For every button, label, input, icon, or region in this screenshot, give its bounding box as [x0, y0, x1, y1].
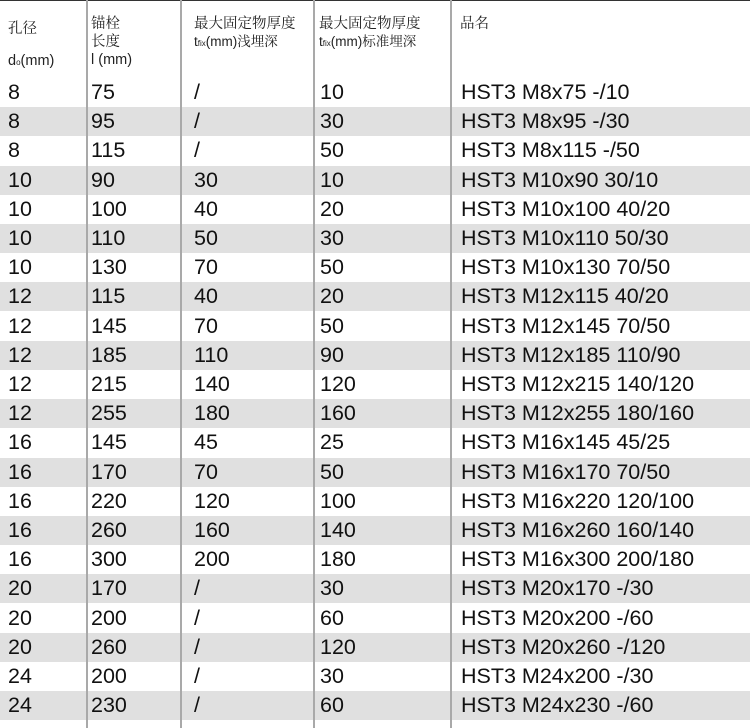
header-shallow-symbol: t	[194, 34, 198, 49]
header-product-name	[460, 0, 660, 75]
cell-product-name: HST3 M8x95 -/30	[461, 109, 630, 134]
header-anchor-line1: 锚栓	[91, 16, 120, 32]
cell-hole-diameter: 12	[8, 284, 32, 309]
table-row	[0, 662, 750, 691]
table-row	[0, 633, 750, 662]
cell-standard-thickness: 30	[320, 109, 344, 134]
table-row	[0, 487, 750, 516]
cell-anchor-length: 220	[91, 488, 127, 513]
header-standard-unit: (mm)标准埋深	[330, 34, 417, 49]
header-hole-symbol: d	[8, 53, 17, 69]
cell-hole-diameter: 12	[8, 342, 32, 367]
cell-shallow-thickness: /	[194, 138, 200, 163]
cell-product-name: HST3 M10x100 40/20	[461, 196, 671, 221]
cell-shallow-thickness: 40	[194, 196, 218, 221]
cell-anchor-length: 130	[91, 255, 127, 280]
cell-standard-thickness: 10	[320, 167, 344, 192]
cell-hole-diameter: 12	[8, 313, 32, 338]
cell-anchor-length: 260	[91, 634, 127, 659]
cell-shallow-thickness: /	[194, 109, 200, 134]
cell-standard-thickness: 25	[320, 430, 344, 455]
cell-shallow-thickness: 160	[194, 518, 230, 542]
cell-hole-diameter: 10	[8, 167, 32, 192]
cell-product-name: HST3 M10x130 70/50	[461, 255, 671, 280]
header-hole-unit: (mm)	[20, 53, 55, 69]
table-row	[0, 604, 750, 633]
table-row	[0, 574, 750, 603]
cell-shallow-thickness: /	[194, 576, 200, 601]
cell-shallow-thickness: 200	[194, 547, 230, 572]
cell-standard-thickness: 60	[320, 605, 344, 630]
cell-anchor-length: 170	[91, 576, 127, 601]
cell-anchor-length: 90	[91, 167, 115, 192]
cell-hole-diameter: 8	[8, 109, 20, 134]
cell-standard-thickness: 10	[320, 80, 344, 104]
cell-standard-thickness: 160	[320, 401, 356, 426]
cell-shallow-thickness: /	[194, 634, 200, 659]
header-shallow-line2	[194, 33, 312, 53]
header-hole-line2	[8, 52, 86, 72]
cell-anchor-length: 200	[91, 664, 127, 688]
cell-anchor-length: 230	[91, 693, 127, 718]
cell-product-name: HST3 M16x145 45/25	[461, 430, 671, 455]
cell-product-name: HST3 M8x75 -/10	[461, 80, 630, 104]
cell-standard-thickness: 100	[320, 488, 356, 513]
table-row	[0, 312, 750, 341]
header-standard-line1: 最大固定物厚度	[319, 16, 421, 32]
cell-hole-diameter: 10	[8, 196, 32, 221]
cell-shallow-thickness: 50	[194, 226, 218, 250]
cell-anchor-length: 200	[91, 605, 127, 630]
table-row	[0, 107, 750, 136]
cell-standard-thickness: 120	[320, 372, 356, 396]
cell-product-name: HST3 M20x170 -/30	[461, 576, 654, 601]
cell-hole-diameter: 16	[8, 459, 32, 484]
cell-product-name: HST3 M20x200 -/60	[461, 605, 654, 630]
header-anchor-length	[91, 0, 179, 75]
cell-shallow-thickness: 40	[194, 284, 218, 309]
cell-shallow-thickness: 70	[194, 459, 218, 484]
header-shallow-line1: 最大固定物厚度	[194, 16, 296, 32]
cell-product-name: HST3 M10x110 50/30	[461, 226, 669, 250]
table-row	[0, 195, 750, 224]
header-anchor-line2: 长度	[91, 34, 120, 50]
cell-product-name: HST3 M12x215 140/120	[461, 372, 695, 396]
cell-standard-thickness: 140	[320, 518, 356, 542]
cell-anchor-length: 215	[91, 372, 127, 396]
cell-hole-diameter: 10	[8, 226, 32, 250]
cell-product-name: HST3 M20x260 -/120	[461, 634, 666, 659]
column-separator	[313, 0, 315, 728]
cell-product-name: HST3 M16x260 160/140	[461, 518, 695, 542]
header-anchor-line3: l (mm)	[91, 52, 133, 68]
table-row	[0, 78, 750, 107]
table-row	[0, 253, 750, 282]
cell-anchor-length: 260	[91, 518, 127, 542]
cell-hole-diameter: 24	[8, 664, 32, 688]
header-product-line1: 品名	[460, 16, 489, 32]
cell-hole-diameter: 16	[8, 488, 32, 513]
cell-hole-diameter: 16	[8, 518, 32, 542]
cell-hole-diameter: 10	[8, 255, 32, 280]
table-row	[0, 428, 750, 457]
cell-anchor-length: 255	[91, 401, 127, 426]
table-row	[0, 166, 750, 195]
table-row	[0, 545, 750, 574]
header-shallow-thickness	[194, 0, 312, 75]
table-row	[0, 399, 750, 428]
cell-hole-diameter: 20	[8, 605, 32, 630]
table-row	[0, 370, 750, 399]
cell-hole-diameter: 20	[8, 634, 32, 659]
table-row	[0, 516, 750, 545]
cell-product-name: HST3 M24x230 -/60	[461, 693, 654, 718]
cell-shallow-thickness: /	[194, 664, 200, 688]
cell-shallow-thickness: 140	[194, 372, 230, 396]
cell-standard-thickness: 60	[320, 693, 344, 718]
cell-product-name: HST3 M16x220 120/100	[461, 488, 695, 513]
header-hole-diameter	[8, 0, 86, 75]
cell-product-name: HST3 M12x185 110/90	[461, 342, 681, 367]
cell-hole-diameter: 24	[8, 693, 32, 718]
header-standard-symbol: t	[319, 34, 323, 49]
cell-hole-diameter: 8	[8, 138, 20, 163]
column-separator	[450, 0, 452, 728]
table-row	[0, 136, 750, 165]
cell-anchor-length: 145	[91, 430, 127, 455]
cell-hole-diameter: 20	[8, 576, 32, 601]
cell-shallow-thickness: /	[194, 693, 200, 718]
cell-product-name: HST3 M16x300 200/180	[461, 547, 695, 572]
cell-anchor-length: 75	[91, 80, 115, 104]
cell-product-name: HST3 M12x255 180/160	[461, 401, 695, 426]
header-standard-subscript: fix	[322, 39, 331, 48]
cell-hole-diameter: 12	[8, 401, 32, 426]
cell-standard-thickness: 30	[320, 664, 344, 688]
cell-product-name: HST3 M24x200 -/30	[461, 664, 654, 688]
cell-standard-thickness: 30	[320, 576, 344, 601]
cell-anchor-length: 115	[91, 284, 126, 309]
header-standard-thickness	[319, 0, 449, 75]
header-hole-line1: 孔径	[8, 21, 37, 37]
cell-anchor-length: 100	[91, 196, 127, 221]
cell-standard-thickness: 20	[320, 284, 344, 309]
cell-standard-thickness: 50	[320, 459, 344, 484]
cell-standard-thickness: 120	[320, 634, 356, 659]
cell-product-name: HST3 M16x170 70/50	[461, 459, 671, 484]
table-row	[0, 458, 750, 487]
cell-anchor-length: 185	[91, 342, 127, 367]
header-standard-line2	[319, 33, 449, 53]
cell-hole-diameter: 16	[8, 430, 32, 455]
header-shallow-unit: (mm)浅埋深	[205, 34, 278, 49]
cell-anchor-length: 110	[91, 226, 126, 250]
cell-standard-thickness: 90	[320, 342, 344, 367]
cell-shallow-thickness: 120	[194, 488, 230, 513]
cell-anchor-length: 145	[91, 313, 127, 338]
header-shallow-subscript: fix	[197, 39, 206, 48]
cell-anchor-length: 115	[91, 138, 126, 163]
cell-standard-thickness: 30	[320, 226, 344, 250]
cell-shallow-thickness: 45	[194, 430, 218, 455]
header-hole-subscript: o	[16, 58, 21, 67]
table-row	[0, 282, 750, 311]
cell-standard-thickness: 50	[320, 255, 344, 280]
cell-anchor-length: 300	[91, 547, 127, 572]
cell-hole-diameter: 16	[8, 547, 32, 572]
table-row	[0, 224, 750, 253]
cell-product-name: HST3 M12x145 70/50	[461, 313, 671, 338]
column-separator	[86, 0, 88, 728]
cell-shallow-thickness: 70	[194, 313, 218, 338]
cell-anchor-length: 95	[91, 109, 115, 134]
cell-standard-thickness: 20	[320, 196, 344, 221]
cell-shallow-thickness: 180	[194, 401, 230, 426]
cell-standard-thickness: 180	[320, 547, 356, 572]
cell-standard-thickness: 50	[320, 138, 344, 163]
cell-anchor-length: 170	[91, 459, 127, 484]
cell-product-name: HST3 M10x90 30/10	[461, 167, 659, 192]
cell-shallow-thickness: 110	[194, 342, 229, 367]
column-separator	[180, 0, 182, 728]
cell-standard-thickness: 50	[320, 313, 344, 338]
cell-product-name: HST3 M8x115 -/50	[461, 138, 640, 163]
cell-hole-diameter: 12	[8, 372, 32, 396]
cell-product-name: HST3 M12x115 40/20	[461, 284, 669, 309]
cell-shallow-thickness: /	[194, 605, 200, 630]
table-row	[0, 691, 750, 720]
table-row	[0, 341, 750, 370]
cell-hole-diameter: 8	[8, 80, 20, 104]
cell-shallow-thickness: 30	[194, 167, 218, 192]
cell-shallow-thickness: 70	[194, 255, 218, 280]
table-header	[0, 0, 750, 75]
cell-shallow-thickness: /	[194, 80, 200, 104]
